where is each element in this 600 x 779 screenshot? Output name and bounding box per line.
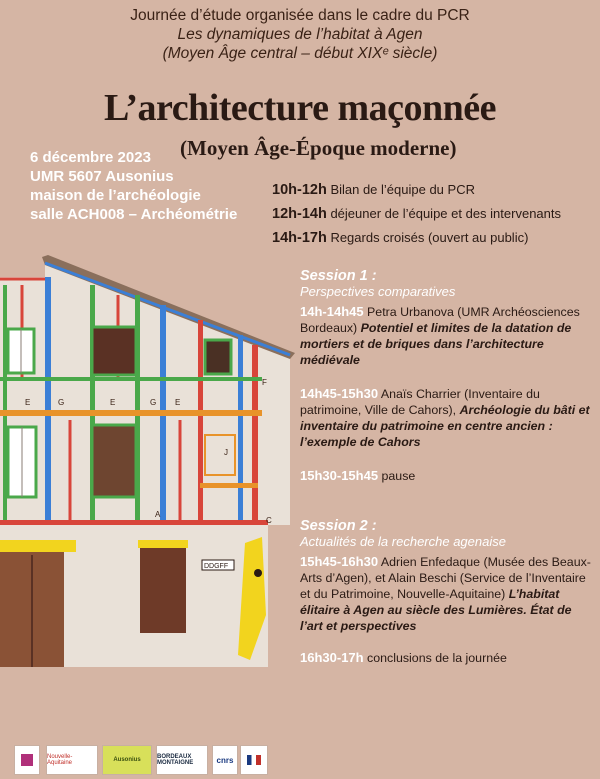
- session2: [300, 518, 596, 666]
- event-context: [0, 6, 600, 63]
- session2-label: Session 2 :: [300, 518, 377, 534]
- schedule-text: Regards croisés (ouvert au public): [330, 230, 529, 245]
- talk: [300, 554, 596, 634]
- talk-time: 14h45-15h30: [300, 386, 379, 401]
- session1-label: Session 1 :: [300, 268, 377, 284]
- research-unit: UMR 5607 Ausonius: [30, 168, 174, 185]
- schedule-row: [272, 182, 475, 198]
- pause-row: [300, 468, 596, 484]
- room: salle ACH008 – Archéométrie: [30, 206, 238, 223]
- talk-title: Archéologie du bâti et inventaire du patrimoine en centre ancien : l’exemple de Cahors: [300, 403, 590, 449]
- pcr-logo: [14, 745, 40, 775]
- talk-speaker: Petra Urbanova (UMR Archéosciences Bordeaux): [300, 305, 580, 335]
- timber-house-illustration: [0, 255, 300, 667]
- ministere-culture-logo: [240, 745, 268, 775]
- session1: [300, 268, 596, 484]
- closing-time: 16h30-17h: [300, 650, 364, 665]
- closing-text: conclusions de la journée: [367, 651, 507, 665]
- facade-letter: J: [224, 448, 228, 457]
- header-line2: Les dynamiques de l’habitat à Agen: [177, 26, 423, 43]
- schedule-row: [272, 230, 528, 246]
- header-line3: (Moyen Âge central – début XIXᵉ siècle): [162, 45, 438, 62]
- facade-letter: E: [25, 398, 31, 407]
- schedule-row: [272, 206, 561, 222]
- session1-theme: Perspectives comparatives: [300, 284, 456, 299]
- cnrs-logo: cnrs: [212, 745, 238, 775]
- talk-speaker: Adrien Enfedaque (Musée des Beaux-Arts d’Agen), et Alain Beschi (Service de l’Inventaire et du Patrimoine, Nouvelle-Aquitaine): [300, 555, 591, 601]
- schedule-time: 12h-14h: [272, 206, 327, 222]
- street-sign: DDGFF: [204, 563, 229, 570]
- location-block: [30, 148, 237, 224]
- talk: [300, 386, 596, 450]
- facade-letter: G: [150, 398, 157, 407]
- facade-letter: E: [110, 398, 116, 407]
- closing-row: [300, 650, 596, 666]
- page-title: L’architecture maçonnée: [104, 87, 496, 129]
- pause-text: pause: [381, 469, 416, 483]
- facade-letter: C: [266, 516, 272, 525]
- schedule-text: déjeuner de l’équipe et des intervenants: [330, 206, 561, 221]
- facade-letter: G: [58, 398, 65, 407]
- event-date: 6 décembre 2023: [30, 149, 151, 166]
- ausonius-logo: Ausonius: [102, 745, 152, 775]
- bordeaux-montaigne-logo: BORDEAUX MONTAIGNE: [156, 745, 208, 775]
- facade-letter: A: [155, 510, 161, 519]
- facade-letter: F: [262, 378, 267, 387]
- talk-title: Potentiel et limites de la datation de mortiers et de briques dans l’architecture médiévale: [300, 321, 572, 367]
- schedule-time: 14h-17h: [272, 230, 327, 246]
- session2-theme: Actualités de la recherche agenaise: [300, 534, 506, 549]
- pause-time: 15h30-15h45: [300, 468, 379, 483]
- nouvelle-aquitaine-logo: Nouvelle-Aquitaine: [46, 745, 98, 775]
- facade-letter: E: [175, 398, 181, 407]
- venue: maison de l’archéologie: [30, 187, 201, 204]
- talk-speaker: Anaïs Charrier (Inventaire du patrimoine, Ville de Cahors),: [300, 387, 540, 417]
- page-subtitle: (Moyen Âge-Époque moderne): [180, 136, 457, 160]
- schedule-time: 10h-12h: [272, 182, 327, 198]
- talk-title: L’habitat élitaire à Agen au siècle des Lumières. État de l’art et perspectives: [300, 587, 572, 633]
- talk-time: 15h45-16h30: [300, 554, 379, 569]
- talk-time: 14h-14h45: [300, 304, 364, 319]
- header-line1: Journée d’étude organisée dans le cadre du PCR: [130, 7, 470, 24]
- schedule-text: Bilan de l’équipe du PCR: [330, 182, 475, 197]
- talk: [300, 304, 596, 368]
